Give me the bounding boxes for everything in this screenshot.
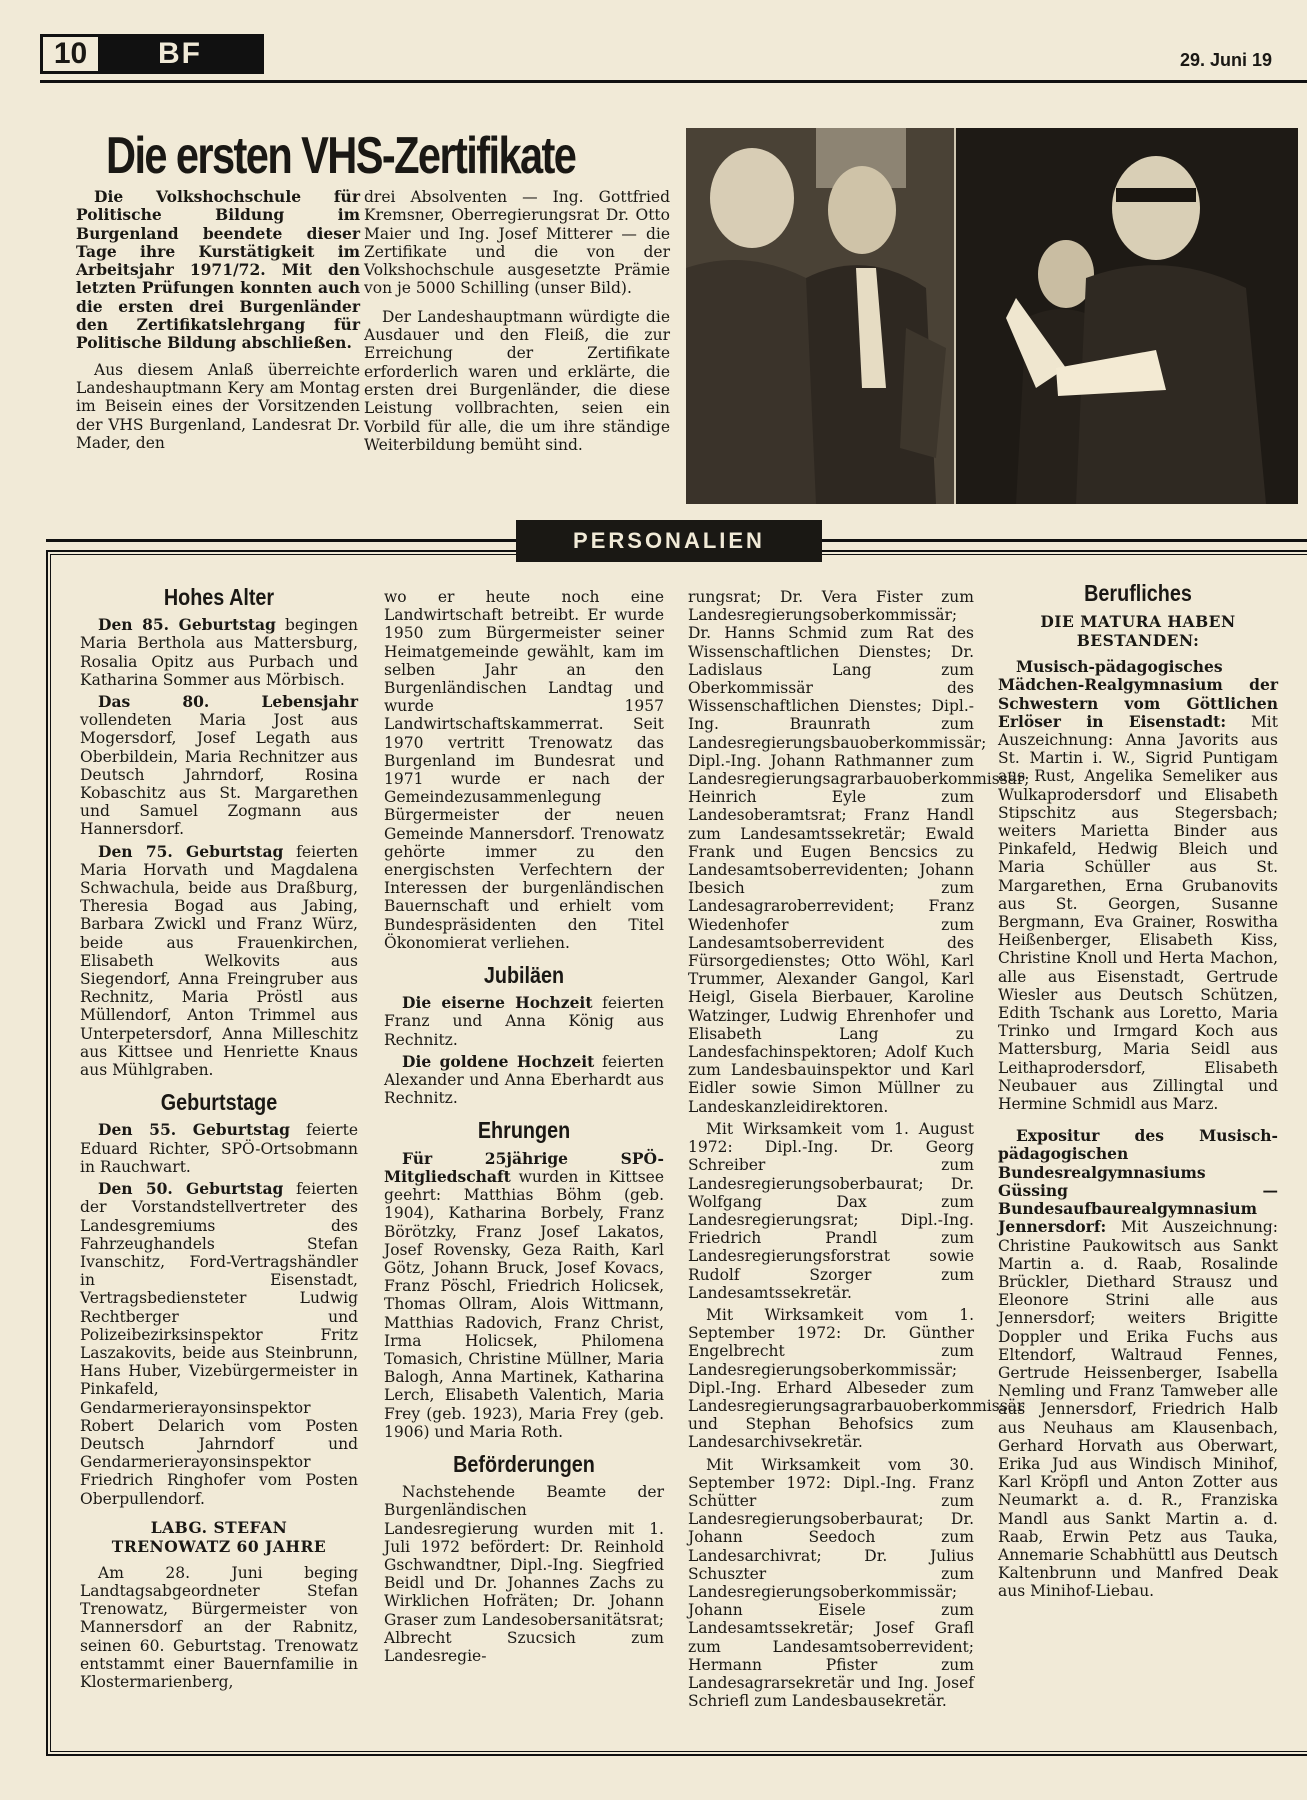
personalien-banner: PERSONALIEN bbox=[516, 520, 822, 562]
entry-text: feierten Alexander und Anna Eberhardt aus Rechnitz. bbox=[384, 1052, 664, 1108]
article-lead: Die Volkshochschule für Politische Bildung im Burgenland beendete dieser Tage ihre Kurstätigkeit im Arbeitsjahr 1971/72. Mit den letzten Prüfungen konnten auch die ersten drei Burgenländer den Zertifikatslehrgang für Politische Bildung abschließen. bbox=[76, 187, 360, 353]
entry-text: Mit Auszeichnung: Anna Javorits aus St. Martin i. W., Sigrid Puntigam aus Rust, Angelika Semeliker aus Wulkaprodersdorf und Elisabeth Stipschitz aus Stegersbach; weiters Marietta Binder aus Pinkafeld, Hedwig Bleich und Maria Schüller aus St. Margarethen, Erna Grubanovits aus St. Georgen, Susanne Bergmann, Eva Grainer, Roswitha Heißenberger, Elisabeth Kiss, Christine Knoll und Herta Machon, alle aus Eisenstadt, Gertrude Wiesler aus Deutsch Schützen, Edith Tschank aus Loretto, Maria Trinko und Irmgard Koch aus Mattersburg, Maria Seidl aus Leithaprodersdorf, Elisabeth Neubauer aus Zillingtal und Hermine Schmidl aus Marz. bbox=[998, 712, 1278, 1114]
entry-lead: Expositur des Musisch-pädagogischen Bundesrealgymnasiums Güssing — Bundesaufbaurealgymnasium Jennersdorf: bbox=[998, 1126, 1278, 1237]
entry-lead: Den 85. Geburtstag bbox=[98, 615, 276, 635]
entry-lead: Für 25jährige SPÖ-Mitgliedschaft bbox=[384, 1148, 664, 1186]
section-heading: Geburtstage bbox=[160, 1089, 278, 1116]
subsection-heading: LABG. STEFAN TRENOWATZ 60 JAHRE bbox=[111, 1517, 327, 1556]
personalien-column-4 bbox=[998, 574, 1278, 1601]
section-heading: Hohes Alter bbox=[163, 584, 275, 610]
entry-text: wo er heute noch eine Landwirtschaft betreibt. Er wurde 1950 zum Bürgermeister seiner Heimatgemeinde gewählt, kam im selben Jahr an den Burgenländischen Landtag und wurde 1957 Landwirtschaftskammerrat. Seit 1970 vertritt Trenowatz das Burgenland im Bundesrat und 1971 wurde er nach der Gemeindezusammenlegung Bürgermeister der neuen Gemeinde Mannersdorf. Trenowatz gehörte immer zu den energischsten Verfechtern der Interessen der burgenländischen Bauernschaft und erhielt vom Bundespräsidenten den Titel Ökonomierat verliehen. bbox=[384, 588, 664, 952]
article-paragraph: drei Absolventen — Ing. Gottfried Kremsner, Oberregierungsrat Dr. Otto Maier und Ing. Josef Mitterer — die Zertifikate und die von der Volkshochschule ausgesetzte Prämie von je 5000 Schilling (unser Bild). bbox=[364, 188, 670, 298]
personalien-column-1 bbox=[80, 574, 358, 1691]
personalien-column-2 bbox=[384, 588, 664, 1665]
article-paragraph: Der Landeshauptmann würdigte die Ausdauer und den Fleiß, die zur Erreichung der Zertifikate erforderlich waren und erklärte, die ersten drei Burgenländer, die diese Leistung vollbrachten, seien ein Vorbild für alle, die um ihre ständige Weiterbildung bemüht sind. bbox=[364, 307, 670, 454]
issue-date: 29. Juni 19 bbox=[1180, 50, 1273, 70]
article-paragraph: Aus diesem Anlaß überreichte Landeshauptmann Kery am Montag im Beisein eines der Vorsitzenden der VHS Burgenland, Landesrat Dr. Mader, den bbox=[76, 360, 360, 452]
page-number: 10 bbox=[40, 34, 98, 74]
entry-lead: Den 75. Geburtstag bbox=[98, 841, 284, 861]
section-heading: Beförderungen bbox=[453, 1450, 595, 1477]
article-headline: Die ersten VHS-Zertifikate bbox=[106, 127, 576, 185]
section-heading: Berufliches bbox=[1084, 580, 1192, 606]
entry-text: begingen Maria Berthola aus Mattersburg, Rosalia Opitz aus Purbach und Katharina Sommer aus Mörbisch. bbox=[80, 616, 358, 689]
section-heading: Jubiläen bbox=[483, 962, 565, 989]
banner-rule-left bbox=[46, 539, 516, 542]
entry-text: wurden in Kittsee geehrt: Matthias Böhm (geb. 1904), Katharina Borbely, Franz Börötzky, Franz Josef Lakatos, Josef Rovensky, Geza Raith, Karl Götz, Johann Bruck, Josef Kovacs, Franz Pöschl, Friedrich Holicsek, Thomas Ollram, Alois Wittmann, Matthias Radovich, Franz Christ, Irma Holicsek, Philomena Tomasich, Christine Müllner, Maria Balogh, Anna Martinek, Katharina Lerch, Elisabeth Valentich, Maria Frey (geb. 1923), Maria Frey (geb. 1906) und Maria Roth. bbox=[384, 1167, 664, 1441]
entry-lead: Musisch-pädagogisches Mädchen-Realgymnasium der Schwestern vom Göttlichen Erlöser in Eisenstadt: bbox=[998, 657, 1278, 731]
subsection-heading: DIE MATURA HABEN BESTANDEN: bbox=[1040, 612, 1236, 651]
entry-lead: Die eiserne Hochzeit bbox=[402, 993, 593, 1013]
entry-text: feierten Maria Horvath und Magdalena Schwachula, beide aus Draßburg, Theresia Bogad aus Jabing, Barbara Zwickl und Franz Würz, beide aus Frauenkirchen, Elisabeth Welkovits aus Siegendorf, Anna Freingruber aus Rechnitz, Maria Pröstl aus Müllendorf, Anton Trimmel aus Unterpetersdorf, Anna Milleschitz aus Kittsee und Henriette Knaus aus Mühlgraben. bbox=[80, 842, 358, 1080]
entry-lead: Den 55. Geburtstag bbox=[98, 1120, 291, 1140]
entry-text: vollendeten Maria Jost aus Mogersdorf, Josef Legath aus Oberbildein, Maria Rechnitzer aus Deutsch Jahrndorf, Rosina Kobaschitz aus St. Margarethen und Samuel Zogmann aus Hannersdorf. bbox=[80, 711, 358, 839]
banner-rule-right bbox=[822, 539, 1307, 542]
entry-text: feierten Franz und Anna König aus Rechnitz. bbox=[384, 994, 664, 1049]
personalien-column-3 bbox=[688, 588, 1030, 1711]
section-label: BF bbox=[98, 34, 264, 74]
photo-image bbox=[686, 128, 1298, 504]
article-column-2 bbox=[364, 188, 670, 454]
entry-text: Mit Auszeichnung: Christine Paukowitsch aus Sankt Martin a. d. Raab, Rosalinde Brückler, Diethard Strausz und Eleonore Strini alle aus Jennersdorf; weiters Brigitte Doppler und Erika Fuchs aus Eltendorf, Waltraud Fennes, Gertrude Heissenberger, Isabella Nemling und Franz Tamweber alle aus Jennersdorf, Friedrich Halb aus Neuhaus am Klausenbach, Gerhard Horvath aus Oberwart, Erika Jud aus Windisch Minihof, Karl Kröpfl und Anton Zotter aus Neumarkt a. d. R., Franziska Mandl aus Sankt Martin a. d. Raab, Erwin Petz aus Tauka, Annemarie Schabhüttl aus Deutsch Kaltenbrunn und Manfred Deak aus Minihof-Liebau. bbox=[998, 1218, 1278, 1601]
entry-lead: Den 50. Geburtstag bbox=[98, 1179, 284, 1199]
entry-lead: Die goldene Hochzeit bbox=[402, 1051, 595, 1071]
header-rule bbox=[40, 80, 1307, 83]
entry-lead: Das 80. Lebensjahr bbox=[98, 692, 358, 712]
entry-text: Mit Wirksamkeit vom 1. August 1972: Dipl.-Ing. Dr. Georg Schreiber zum Landesregierungsoberbaurat; Dr. Wolfgang Dax zum Landesregierungsrat; Dipl.-Ing. Friedrich Prandl zum Landesregierungsforstrat sowie Rudolf Szorger zum Landesamtssekretär. bbox=[688, 1119, 974, 1302]
entry-text: Nachstehende Beamte der Burgenländischen Landesregierung wurden mit 1. Juli 1972 befördert: Dr. Reinhold Gschwandtner, Dipl.-Ing. Siegfried Beidl und Dr. Johannes Zachs zu Wirklichen Hofräten; Dr. Johann Graser zum Landesobersanitätsrat; Albrecht Szucsich zum Landesregie- bbox=[384, 1483, 664, 1665]
article-column-1 bbox=[76, 188, 360, 452]
article-photo bbox=[686, 128, 1298, 504]
entry-text: Am 28. Juni beging Landtagsabgeordneter Stefan Trenowatz, Bürgermeister von Mannersdorf an der Rabnitz, seinen 60. Geburtstag. Trenowatz entstammt einer Bauernfamilie in Klostermarienberg, bbox=[80, 1563, 358, 1691]
entry-text: feierte Eduard Richter, SPÖ-Ortsobmann in Rauchwart. bbox=[80, 1121, 358, 1176]
section-heading: Ehrungen bbox=[477, 1117, 571, 1144]
entry-text: feierten der Vorstandstellvertreter des Landesgremiums des Fahrzeughandels Stefan Ivanschitz, Ford-Vertragshändler in Eisenstadt, Vertragsbediensteter Ludwig Rechtberger und Polizeibezirksinspektor Fritz Laszakovits, beide aus Steinbrunn, Hans Huber, Vizebürgermeister in Pinkafeld, Gendarmerierayonsinspektor Robert Delarich vom Posten Deutsch Jahrndorf und Gendarmerierayonsinspektor Friedrich Ringhofer vom Posten Oberpullendorf. bbox=[80, 1180, 358, 1508]
entry-text: rungsrat; Dr. Vera Fister zum Landesregierungsoberkommissär; Dr. Hanns Schmid zum Rat des Wissenschaftlichen Dienstes; Dr. Ladislaus Lang zum Oberkommissär des Wissenschaftlichen Dienstes; Dipl.-Ing. Braunrath zum Landesregierungsbauoberkommissär; Dipl.-Ing. Johann Rathmanner zum Landesregierungsagrarbauoberkommissär; Heinrich Eyle zum Landesoberamtsrat; Franz Handl zum Landesamtssekretär; Ewald Frank und Eugen Bencsics zu Landesamtsoberrevidenten; Johann Ibesich zum Landesagraroberrevident; Franz Wiedenhofer zum Landesamtsoberrevident des Fürsorgedienstes; Otto Wöhl, Karl Trummer, Alexander Gangol, Karl Heigl, Gisela Bierbauer, Karoline Watzinger, Ludwig Ehrenhofer und Elisabeth Lang zu Landesfachinspektoren; Adolf Kuch zum Landesbauinspektor und Karl Eidler sowie Simon Müllner zu Landeskanzleidirektoren. bbox=[688, 588, 1030, 1116]
entry-text: Mit Wirksamkeit vom 30. September 1972: Dipl.-Ing. Franz Schütter zum Landesregierungsoberbaurat; Dr. Johann Seedoch zum Landesarchivrat; Dr. Julius Schuszter zum Landesregierungsoberkommissär; Johann Eisele zum Landesamtssekretär; Josef Grafl zum Landesamtsoberrevident; Hermann Pfister zum Landesagrarsekretär und Ing. Josef Schriefl zum Landesbausekretär. bbox=[688, 1455, 974, 1711]
entry-text: Mit Wirksamkeit vom 1. September 1972: Dr. Günther Engelbrecht zum Landesregierungsoberkommissär; Dipl.-Ing. Erhard Albeseder zum Landesregierungsagrarbauoberkommissär und Stephan Behofsics zum Landesarchivsekretär. bbox=[688, 1305, 1025, 1452]
